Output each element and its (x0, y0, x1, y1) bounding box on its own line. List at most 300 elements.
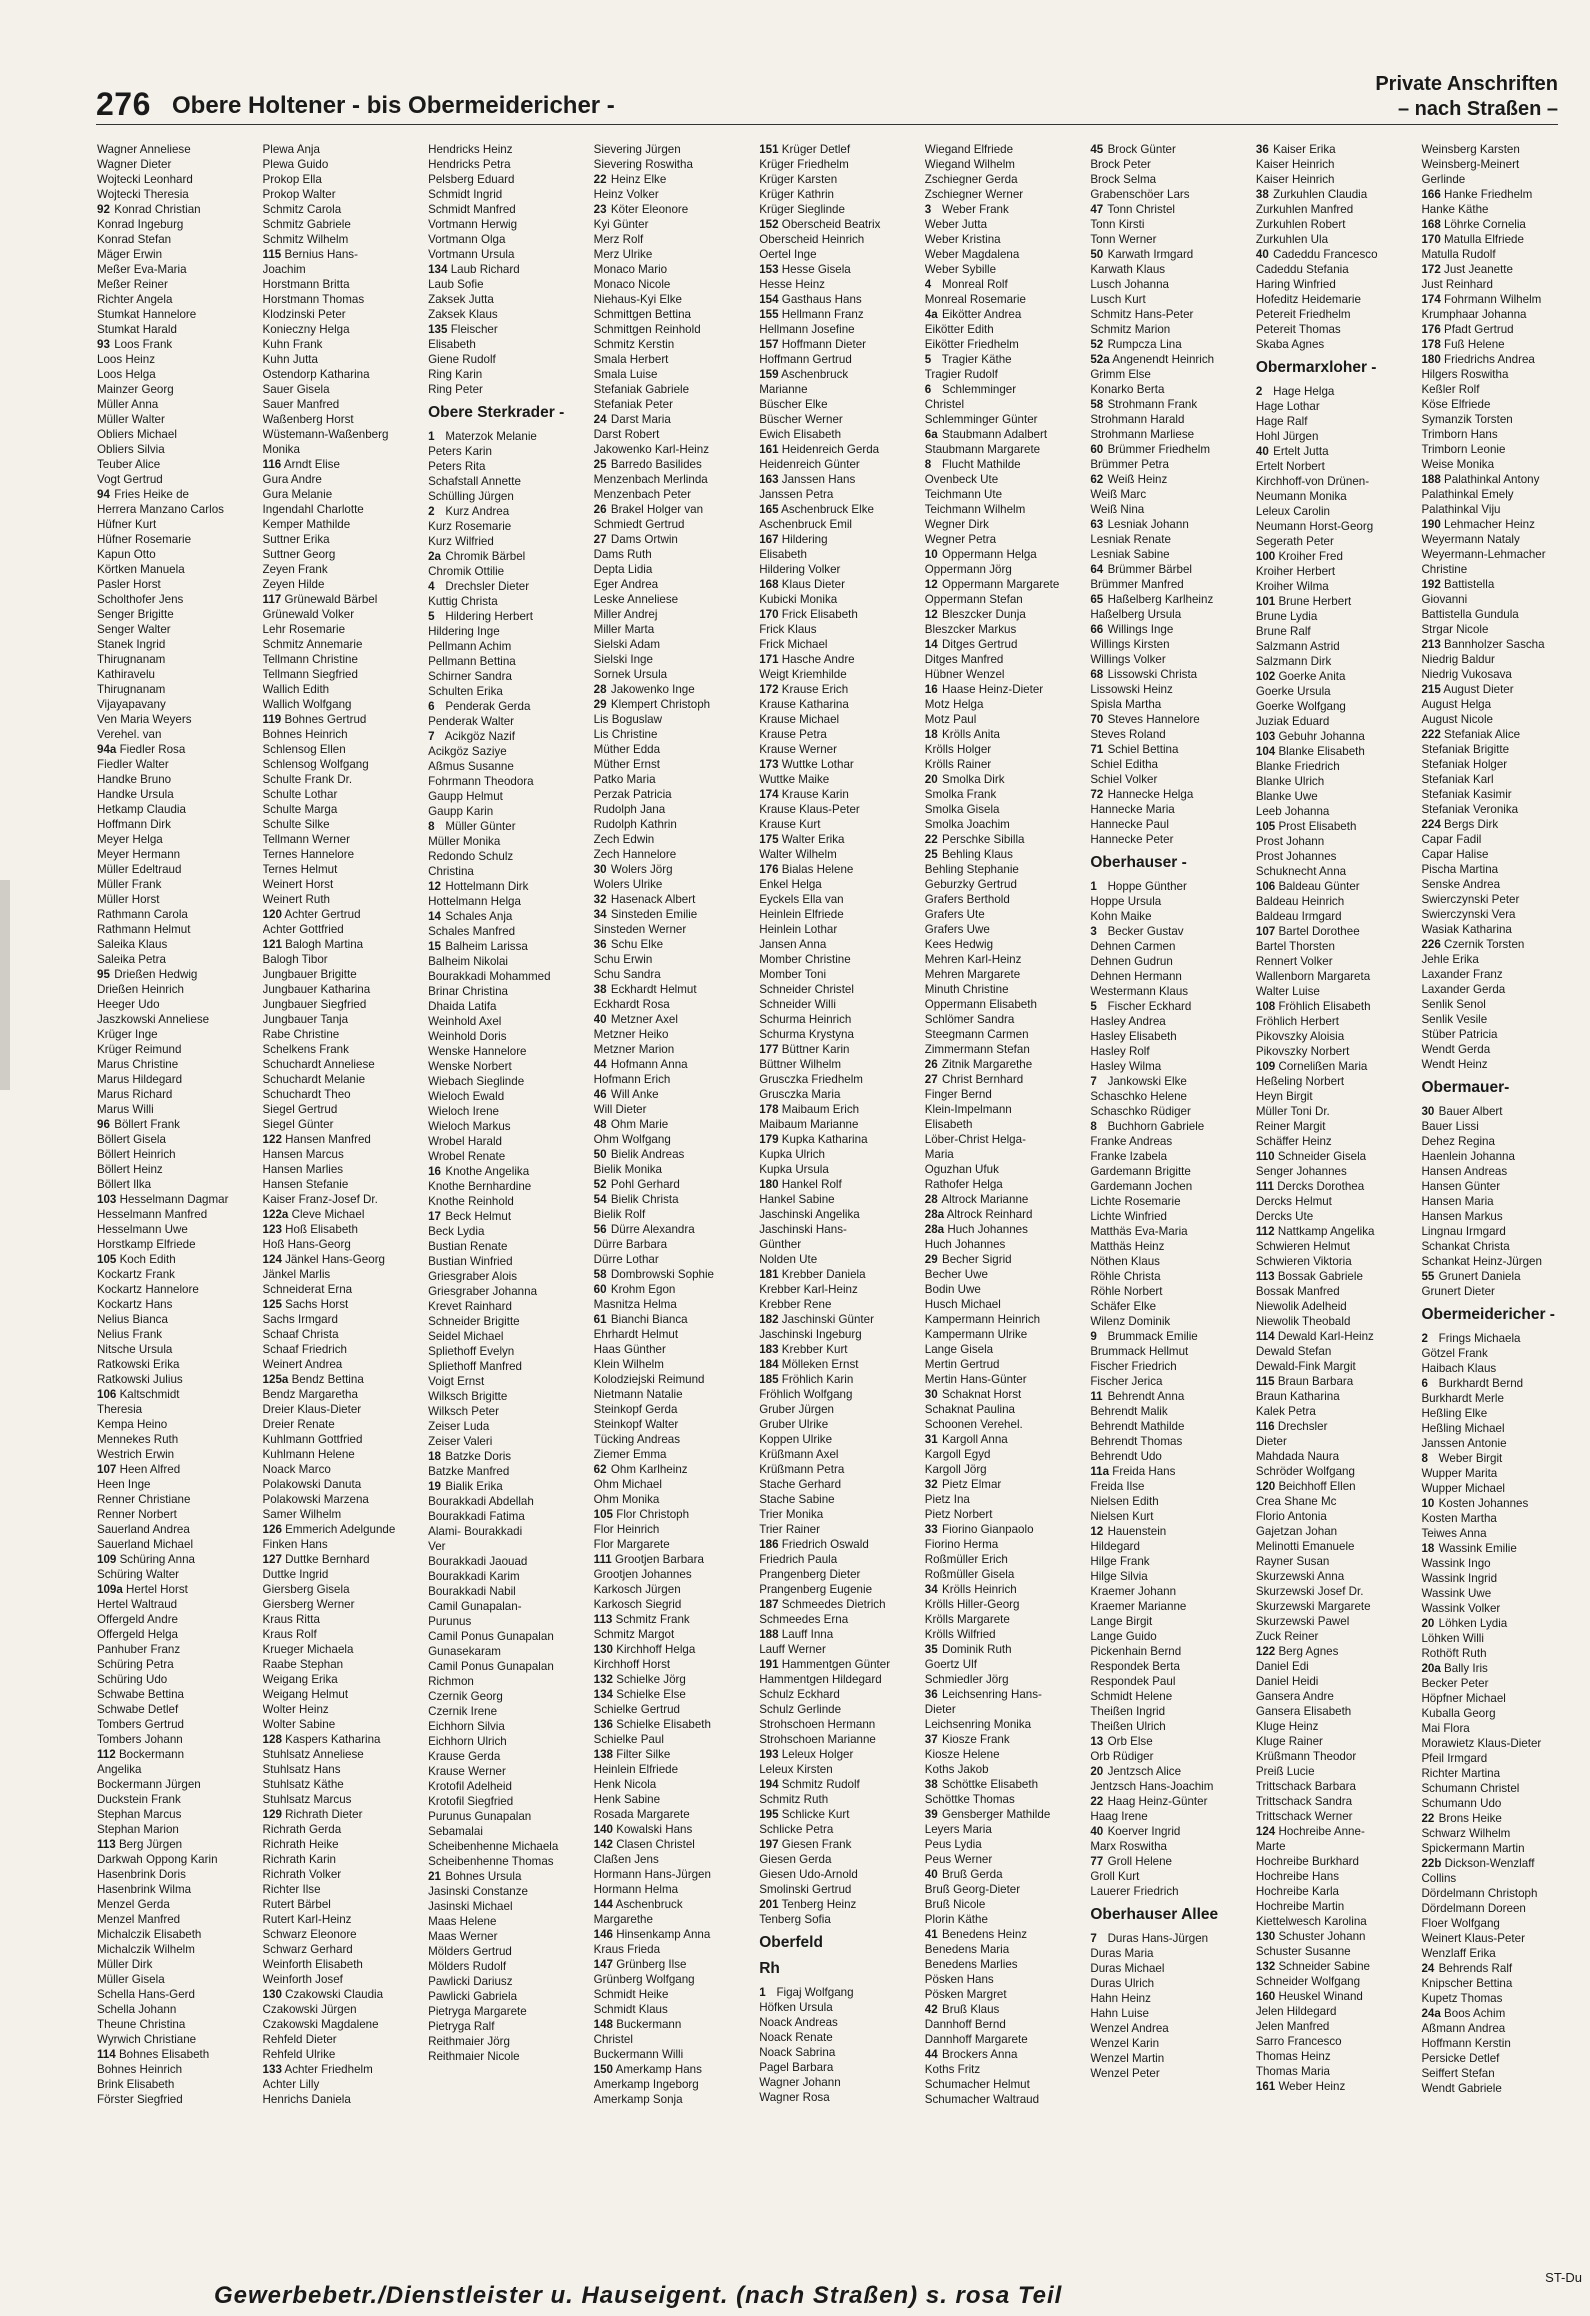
directory-entry (97, 1417, 255, 1432)
directory-entry (1090, 1659, 1248, 1674)
directory-entry (428, 429, 586, 444)
directory-entry (1421, 1811, 1579, 1826)
directory-entry (1421, 1616, 1579, 1631)
house-number: 115 (1255, 1375, 1275, 1388)
directory-entry (925, 952, 1083, 967)
house-number: 142 (593, 1838, 613, 1851)
directory-entry (925, 1417, 1083, 1432)
directory-entry (759, 1417, 917, 1432)
directory-entry (1090, 337, 1248, 352)
resident-name: Grünberg Ilse (616, 1958, 687, 1971)
directory-entry (97, 202, 255, 217)
house-number: 160 (1255, 1990, 1276, 2003)
resident-name: Gansera Andre (1255, 1690, 1334, 1703)
resident-name: Kupka Ulrich (759, 1148, 825, 1161)
directory-entry (1421, 1346, 1579, 1361)
resident-name: Krause Karin (781, 788, 849, 801)
resident-name: Heinlein Elfriede (759, 908, 844, 921)
resident-name: Weber Birgit (1438, 1452, 1503, 1465)
directory-entry (263, 1897, 421, 1912)
directory-entry (594, 1507, 752, 1522)
resident-name: Krüßmann Axel (759, 1448, 839, 1461)
resident-name: Krölls Hiller-Georg (924, 1598, 1020, 1611)
resident-name: Schulte Lothar (262, 788, 338, 801)
directory-entry (97, 1927, 255, 1942)
resident-name: Jungbauer Brigitte (262, 968, 357, 981)
directory-entry (759, 1057, 917, 1072)
resident-name: Bannholzer Sascha (1444, 638, 1545, 651)
directory-entry (428, 1089, 586, 1104)
directory-entry (925, 1912, 1083, 1927)
resident-name: Frick Elisabeth (781, 608, 858, 621)
directory-entry (1256, 534, 1414, 549)
resident-name: Schankat Heinz-Jürgen (1421, 1255, 1542, 1268)
directory-entry (263, 637, 421, 652)
directory-entry (925, 502, 1083, 517)
resident-name: Steegmann Carmen (924, 1028, 1029, 1041)
resident-name: Lehr Rosemarie (262, 623, 346, 636)
street-heading: Oberfeld (759, 1934, 823, 1951)
directory-entry (1421, 1391, 1579, 1406)
house-number: 103 (1255, 730, 1276, 743)
house-number: 6 (428, 700, 435, 713)
directory-entry (1090, 1314, 1248, 1329)
directory-entry (1090, 307, 1248, 322)
resident-name: Krebber Daniela (781, 1268, 866, 1281)
directory-entry (759, 832, 917, 847)
directory-entry (263, 142, 421, 157)
directory-entry (925, 1402, 1083, 1417)
resident-name: Senlik Vesile (1421, 1013, 1488, 1026)
directory-entry (1090, 939, 1248, 954)
directory-entry (594, 742, 752, 757)
resident-name: Kuhlmann Helene (262, 1448, 355, 1461)
resident-name: Schurma Heinrich (759, 1013, 852, 1026)
directory-entry (759, 187, 917, 202)
resident-name: Kockartz Hans (97, 1298, 173, 1311)
resident-name: Respondek Berta (1090, 1660, 1180, 1673)
resident-name: Hesselmann Uwe (97, 1223, 188, 1236)
resident-name: Smolka Joachim (924, 818, 1010, 831)
directory-entry (925, 577, 1083, 592)
directory-entry (594, 1897, 752, 1912)
directory-entry (1090, 1734, 1248, 1749)
directory-entry (1256, 774, 1414, 789)
resident-name: Niewolik Adelheid (1255, 1300, 1347, 1313)
directory-entry (1421, 757, 1579, 772)
directory-entry (428, 504, 586, 519)
directory-entry (1421, 1496, 1579, 1511)
directory-entry (1421, 337, 1579, 352)
house-number: 113 (593, 1613, 613, 1626)
resident-name: Schmitz Marion (1090, 323, 1171, 336)
resident-name: Löhken Lydia (1438, 1617, 1508, 1630)
resident-name: Siegel Günter (262, 1118, 334, 1131)
resident-name: Stefaniak Kasimir (1421, 788, 1512, 801)
directory-entry (759, 1132, 917, 1147)
directory-entry (594, 562, 752, 577)
directory-entry (97, 1402, 255, 1417)
directory-entry (1090, 1584, 1248, 1599)
resident-name: Keßler Rolf (1421, 383, 1480, 396)
house-number: 2 (1255, 385, 1263, 398)
directory-entry (1421, 1027, 1579, 1042)
page-number: 276 (96, 86, 151, 122)
resident-name: Zurkuhlen Robert (1255, 218, 1346, 231)
directory-entry (428, 759, 586, 774)
resident-name: Müller Anna (97, 398, 159, 411)
resident-name: Smala Luise (593, 368, 658, 381)
resident-name: Zaksek Jutta (428, 293, 494, 306)
directory-entry (1090, 1976, 1248, 1991)
directory-entry (1090, 2051, 1248, 2066)
directory-entry (759, 412, 917, 427)
directory-entry (1256, 729, 1414, 744)
directory-entry (759, 862, 917, 877)
resident-name: Purunus Gunapalan (428, 1810, 532, 1823)
resident-name: Hofmann Erich (593, 1073, 671, 1086)
house-number: 7 (428, 730, 435, 743)
resident-name: Palathinkal Antony (1444, 473, 1540, 486)
resident-name: Kampermann Ulrike (924, 1328, 1028, 1341)
house-number: 178 (759, 1103, 779, 1116)
resident-name: Wenzlaff Erika (1421, 1947, 1496, 1960)
resident-name: Skurzewski Pawel (1255, 1615, 1350, 1628)
directory-entry (759, 1807, 917, 1822)
resident-name: Pikovszky Norbert (1255, 1045, 1350, 1058)
directory-entry (594, 142, 752, 157)
directory-entry (925, 802, 1083, 817)
directory-entry (1090, 322, 1248, 337)
resident-name: Petereit Friedhelm (1255, 308, 1351, 321)
house-number: 10 (924, 548, 938, 561)
directory-entry (1090, 1539, 1248, 1554)
resident-name: Haag Heinz-Günter (1107, 1795, 1208, 1808)
resident-name: Kuballa Georg (1421, 1707, 1496, 1720)
resident-name: Bielik Andreas (610, 1148, 685, 1161)
resident-name: Stache Sabine (759, 1493, 835, 1506)
resident-name: Grimm Else (1090, 368, 1151, 381)
resident-name: Pasler Horst (97, 578, 161, 591)
resident-name: Niehaus-Kyi Elke (593, 293, 682, 306)
directory-entry (1090, 1494, 1248, 1509)
resident-name: Grünberg Wolfgang (593, 1973, 695, 1986)
resident-name: Duckstein Frank (97, 1793, 181, 1806)
directory-entry (594, 1417, 752, 1432)
directory-entry (759, 1672, 917, 1687)
directory-entry (925, 1492, 1083, 1507)
house-number: 70 (1090, 713, 1104, 726)
directory-entry (1256, 1779, 1414, 1794)
directory-entry (1421, 2066, 1579, 2081)
resident-name: Hankel Sabine (759, 1193, 835, 1206)
directory-entry (263, 727, 421, 742)
resident-name: Strgar Nicole (1421, 623, 1489, 636)
directory-entry (1090, 787, 1248, 802)
resident-name: Schlensog Ellen (262, 743, 346, 756)
house-number: 37 (924, 1733, 938, 1746)
directory-entry (1421, 622, 1579, 637)
resident-name: Melinotti Emanuele (1255, 1540, 1355, 1553)
resident-name: Ver (428, 1540, 446, 1553)
resident-name: Förster Siegfried (97, 2093, 183, 2106)
resident-name: Lange Guido (1090, 1630, 1157, 1643)
resident-name: Mehren Karl-Heinz (924, 953, 1022, 966)
resident-name: Brune Lydia (1255, 610, 1318, 623)
resident-name: Czakowski Claudia (285, 1988, 384, 2001)
directory-entry (925, 1552, 1083, 1567)
resident-name: Sielski Inge (593, 653, 653, 666)
resident-name: Schurma Krystyna (759, 1028, 854, 1041)
resident-name: Leleux Kirsten (759, 1763, 833, 1776)
resident-name: Schella Johann (97, 2003, 177, 2016)
resident-name: Richrath Karin (262, 1853, 337, 1866)
house-number: 5 (1090, 1000, 1097, 1013)
resident-name: Dannhoff Margarete (924, 2033, 1028, 2046)
directory-entry (759, 1012, 917, 1027)
resident-name: Schmitz Frank (615, 1613, 690, 1626)
directory-entry (97, 1507, 255, 1522)
house-number: 31 (924, 1433, 938, 1446)
resident-name: Schlicke Petra (759, 1823, 834, 1836)
resident-name: Marx Roswitha (1090, 1840, 1167, 1853)
directory-entry (1090, 1794, 1248, 1809)
resident-name: Schneider Sabine (1278, 1960, 1370, 1973)
running-title: Obere Holtener - bis Obermeidericher - (172, 92, 615, 119)
directory-entry (428, 804, 586, 819)
resident-name: Prost Johann (1255, 835, 1325, 848)
resident-name: Schüring Walter (97, 1568, 180, 1581)
directory-entry (263, 292, 421, 307)
house-number: 175 (759, 833, 779, 846)
resident-name: Persicke Detlef (1421, 2052, 1500, 2065)
directory-entry (428, 2049, 586, 2064)
resident-name: Stache Gerhard (759, 1478, 842, 1491)
directory-entry (1256, 1494, 1414, 1509)
resident-name: Florio Antonia (1255, 1510, 1327, 1523)
resident-name: Senlik Senol (1421, 998, 1486, 1011)
directory-entry (1421, 2081, 1579, 2096)
resident-name: Becher Sigrid (942, 1253, 1012, 1266)
resident-name: Spickermann Martin (1421, 1842, 1525, 1855)
directory-entry (1421, 1164, 1579, 1179)
resident-name: Stephan Marcus (97, 1808, 182, 1821)
resident-name: Schneider Willi (759, 998, 836, 1011)
directory-entry (1090, 817, 1248, 832)
directory-entry (97, 1012, 255, 1027)
directory-entry (594, 967, 752, 982)
directory-entry (925, 217, 1083, 232)
directory-entry (925, 1927, 1083, 1942)
resident-name: Dewald-Fink Margit (1255, 1360, 1356, 1373)
resident-name: Hormann Helma (593, 1883, 679, 1896)
resident-name: Orb Rüdiger (1090, 1750, 1154, 1763)
resident-name: Jakowenko Inge (610, 683, 695, 696)
house-number: 108 (1255, 1000, 1276, 1013)
resident-name: Stefaniak Peter (593, 398, 673, 411)
directory-entry (263, 1087, 421, 1102)
directory-entry (263, 1942, 421, 1957)
resident-name: Krause Kurt (759, 818, 821, 831)
resident-name: Pösken Margret (924, 1988, 1007, 2001)
directory-entry (1256, 1374, 1414, 1389)
directory-entry (759, 847, 917, 862)
directory-entry (1090, 999, 1248, 1014)
resident-name: Hannecke Helga (1107, 788, 1194, 801)
directory-entry (1421, 937, 1579, 952)
directory-entry (1090, 667, 1248, 682)
resident-name: Wassink Emilie (1438, 1542, 1517, 1555)
resident-name: Dördelmann Christoph (1421, 1887, 1538, 1900)
directory-entry (759, 1327, 917, 1342)
directory-entry (263, 472, 421, 487)
resident-name: Thomas Maria (1255, 2065, 1330, 2078)
house-number: 4a (924, 308, 938, 321)
house-number: 124 (262, 1253, 282, 1266)
resident-name: Hildering Herbert (445, 610, 533, 623)
directory-entry (1090, 1509, 1248, 1524)
directory-entry (263, 802, 421, 817)
directory-entry (1090, 187, 1248, 202)
resident-name: Krölls Anita (942, 728, 1000, 741)
directory-entry (263, 2017, 421, 2032)
resident-name: Reithmaier Jörg (428, 2035, 510, 2048)
resident-name: Blanke Friedrich (1255, 760, 1340, 773)
resident-name: Rumpcza Lina (1107, 338, 1182, 351)
resident-name: Zech Hannelore (593, 848, 677, 861)
resident-name: Kuhn Frank (262, 338, 323, 351)
directory-entry (1090, 894, 1248, 909)
directory-entry (428, 594, 586, 609)
house-number: 8 (1421, 1452, 1428, 1465)
directory-entry (925, 1267, 1083, 1282)
directory-entry (1256, 1929, 1414, 1944)
house-number: 123 (262, 1223, 282, 1236)
directory-entry (594, 1747, 752, 1762)
directory-entry (428, 367, 586, 382)
house-number: 172 (1421, 263, 1441, 276)
directory-entry (97, 142, 255, 157)
directory-entry (428, 1524, 586, 1539)
resident-name: Figaj Wolfgang (776, 1986, 854, 1999)
resident-name: Haßelberg Karlheinz (1107, 593, 1214, 606)
directory-entry (759, 322, 917, 337)
section-title-line-2: – nach Straßen – (1397, 98, 1558, 120)
directory-entry (428, 1689, 586, 1704)
resident-name: Bergs Dirk (1444, 818, 1499, 831)
resident-name: Wenske Norbert (428, 1060, 512, 1073)
resident-name: Stefaniak Brigitte (1421, 743, 1510, 756)
directory-entry (1090, 577, 1248, 592)
resident-name: Hahn Luise (1090, 2007, 1149, 2020)
resident-name: Ewich Elisabeth (759, 428, 842, 441)
house-number: 157 (759, 338, 779, 351)
directory-entry (428, 1494, 586, 1509)
resident-name: Baldeau Irmgard (1255, 910, 1342, 923)
resident-name: Kubicki Monika (759, 593, 838, 606)
directory-entry (263, 442, 421, 457)
directory-entry (263, 172, 421, 187)
resident-name: Wrobel Renate (428, 1150, 506, 1163)
resident-name: Walter Wilhelm (759, 848, 837, 861)
resident-name: Oberscheid Heinrich (759, 233, 865, 246)
house-number: 34 (924, 1583, 938, 1596)
resident-name: Büttner Karin (781, 1043, 850, 1056)
resident-name: Michalczik Elisabeth (97, 1928, 202, 1941)
directory-entry (263, 577, 421, 592)
directory-entry (1256, 579, 1414, 594)
resident-name: Kaspers Katharina (285, 1733, 381, 1746)
directory-entry (925, 1057, 1083, 1072)
resident-name: Steinkopf Walter (593, 1418, 679, 1431)
directory-entry (759, 1852, 917, 1867)
directory-entry (594, 787, 752, 802)
resident-name: Kemper Mathilde (262, 518, 351, 531)
resident-name: Weinsberg Karsten (1421, 143, 1520, 156)
resident-name: Schulte Frank Dr. (262, 773, 353, 786)
resident-name: Niedrig Baldur (1421, 653, 1495, 666)
resident-name: Karwath Klaus (1090, 263, 1166, 276)
directory-entry (594, 1477, 752, 1492)
house-number: 224 (1421, 818, 1441, 831)
house-number: 172 (759, 683, 779, 696)
resident-name: Fischer Friedrich (1090, 1360, 1177, 1373)
directory-entry (263, 1822, 421, 1837)
resident-name: Weise Monika (1421, 458, 1495, 471)
resident-name: Konrad Ingeburg (97, 218, 184, 231)
directory-entry (97, 742, 255, 757)
resident-name: Müller Monika (428, 835, 501, 848)
resident-name: Smolka Dirk (942, 773, 1005, 786)
directory-entry (1090, 1089, 1248, 1104)
resident-name: Wieloch Ewald (428, 1090, 505, 1103)
resident-name: Nelius Frank (97, 1328, 163, 1341)
resident-name: Ovenbeck Ute (924, 473, 999, 486)
directory-entry (759, 217, 917, 232)
directory-entry (1256, 639, 1414, 654)
directory-entry (1256, 1179, 1414, 1194)
directory-entry (1256, 1794, 1414, 1809)
resident-name: Kaiser Heinrich (1255, 158, 1335, 171)
directory-entry (759, 1282, 917, 1297)
directory-entry (925, 1567, 1083, 1582)
resident-name: Scheibenhenne Michaela (428, 1840, 559, 1853)
directory-entry (428, 292, 586, 307)
directory-entry (759, 1552, 917, 1567)
directory-entry (428, 774, 586, 789)
resident-name: Peters Karin (428, 445, 492, 458)
house-number: 38 (1255, 188, 1269, 201)
resident-name: Matthäs Eva-Maria (1090, 1225, 1188, 1238)
directory-entry (594, 1492, 752, 1507)
resident-name: Hilgers Roswitha (1421, 368, 1509, 381)
resident-name: Bourakkadi Mohammed (428, 970, 551, 983)
resident-name: Dams Ortwin (610, 533, 678, 546)
resident-name: Meyer Helga (97, 833, 163, 846)
directory-entry (759, 1507, 917, 1522)
resident-name: Weinert Ruth (262, 893, 330, 906)
resident-name: Ratkowski Julius (97, 1373, 183, 1386)
house-number: 32 (593, 893, 607, 906)
directory-entry (1256, 879, 1414, 894)
directory-entry (97, 892, 255, 907)
resident-name: Stuhlsatz Hans (262, 1763, 341, 1776)
resident-name: Materzok Melanie (445, 430, 537, 443)
resident-name: Wojtecki Theresia (97, 188, 189, 201)
directory-entry (759, 1162, 917, 1177)
directory-entry (594, 1642, 752, 1657)
directory-entry (1090, 1554, 1248, 1569)
